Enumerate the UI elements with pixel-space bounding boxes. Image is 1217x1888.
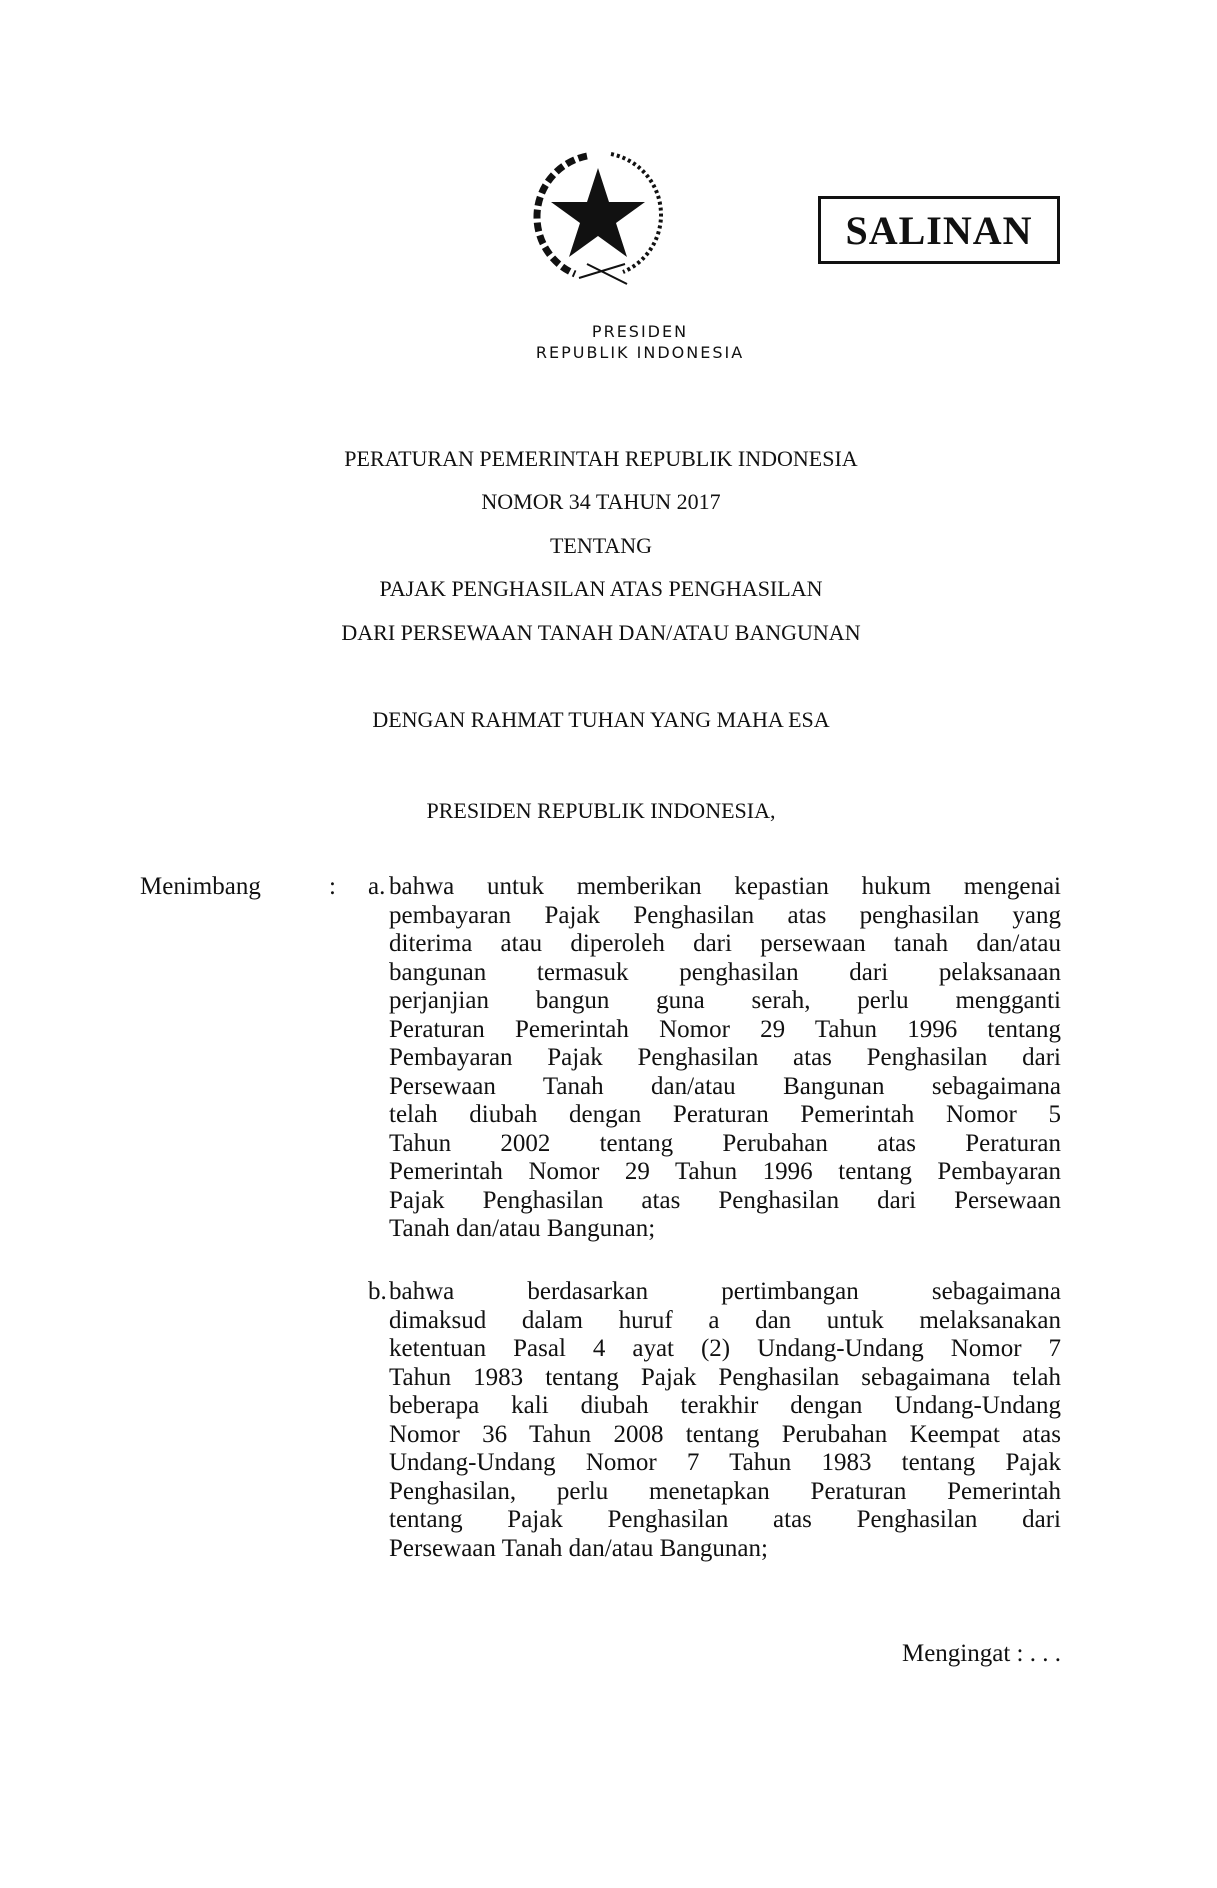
paragraph-line: bahwa berdasarkan pertimbangan sebagaimana	[389, 1278, 1061, 1305]
paragraph-line: dimaksud dalam huruf a dan untuk melaksanakan	[389, 1306, 1061, 1334]
header-presiden: PRESIDEN	[591, 322, 689, 341]
paragraph-line: Tahun 2002 tentang Perubahan atas Peraturan	[389, 1129, 1061, 1157]
paragraph-line: Peraturan Pemerintah Nomor 29 Tahun 1996 tentang	[389, 1015, 1061, 1043]
title-line-3: TENTANG	[549, 533, 653, 558]
menimbang-colon: :	[329, 873, 336, 900]
paragraph-line: Tanah dan/atau Bangunan;	[389, 1215, 656, 1242]
item-a-marker: a.	[368, 873, 386, 900]
item-b-marker: b.	[368, 1278, 387, 1305]
paragraph-line: Penghasilan, perlu menetapkan Peraturan Pemerintah	[389, 1477, 1061, 1505]
paragraph-line: tentang Pajak Penghasilan atas Penghasilan dari	[389, 1506, 1061, 1533]
paragraph-line: bangunan termasuk penghasilan dari pelaksanaan	[389, 958, 1061, 986]
invocation: DENGAN RAHMAT TUHAN YANG MAHA ESA	[372, 707, 830, 732]
paragraph-line: ketentuan Pasal 4 ayat (2) Undang-Undang Nomor 7	[389, 1335, 1061, 1362]
presidential-emblem-icon	[527, 146, 669, 288]
paragraph-line: beberapa kali diubah terakhir dengan Undang-Undang	[389, 1392, 1061, 1419]
item-a-text	[389, 873, 1061, 1244]
continuation-mengingat: Mengingat : . . .	[901, 1640, 1061, 1667]
paragraph-line: Nomor 36 Tahun 2008 tentang Perubahan Keempat atas	[389, 1420, 1061, 1448]
item-b-text	[389, 1278, 1061, 1563]
paragraph-line: diterima atau diperoleh dari persewaan tanah dan/atau	[389, 930, 1061, 957]
paragraph-line: pembayaran Pajak Penghasilan atas penghasilan yang	[389, 901, 1061, 929]
paragraph-line: Persewaan Tanah dan/atau Bangunan;	[389, 1534, 768, 1562]
paragraph-line: Pembayaran Pajak Penghasilan atas Penghasilan dari	[389, 1044, 1061, 1071]
paragraph-line: Tahun 1983 tentang Pajak Penghasilan sebagaimana telah	[389, 1363, 1061, 1391]
title-line-2: NOMOR 34 TAHUN 2017	[481, 489, 721, 514]
title-line-5: DARI PERSEWAAN TANAH DAN/ATAU BANGUNAN	[341, 620, 861, 645]
menimbang-label: Menimbang	[140, 873, 261, 900]
president-heading: PRESIDEN REPUBLIK INDONESIA,	[426, 798, 776, 823]
paragraph-line: Pajak Penghasilan atas Penghasilan dari Persewaan	[389, 1186, 1061, 1214]
paragraph-line: telah diubah dengan Peraturan Pemerintah Nomor 5	[389, 1101, 1061, 1128]
salinan-stamp: SALINAN	[818, 196, 1060, 264]
paragraph-line: Persewaan Tanah dan/atau Bangunan sebagaimana	[389, 1072, 1061, 1100]
paragraph-line: Pemerintah Nomor 29 Tahun 1996 tentang Pembayaran	[389, 1158, 1061, 1185]
title-line-4: PAJAK PENGHASILAN ATAS PENGHASILAN	[379, 576, 823, 601]
title-line-1: PERATURAN PEMERINTAH REPUBLIK INDONESIA	[344, 446, 858, 471]
header-republik-indonesia: REPUBLIK INDONESIA	[535, 343, 745, 362]
paragraph-line: perjanjian bangun guna serah, perlu mengganti	[389, 987, 1061, 1014]
paragraph-line: bahwa untuk memberikan kepastian hukum mengenai	[389, 873, 1061, 900]
paragraph-line: Undang-Undang Nomor 7 Tahun 1983 tentang Pajak	[389, 1449, 1061, 1476]
